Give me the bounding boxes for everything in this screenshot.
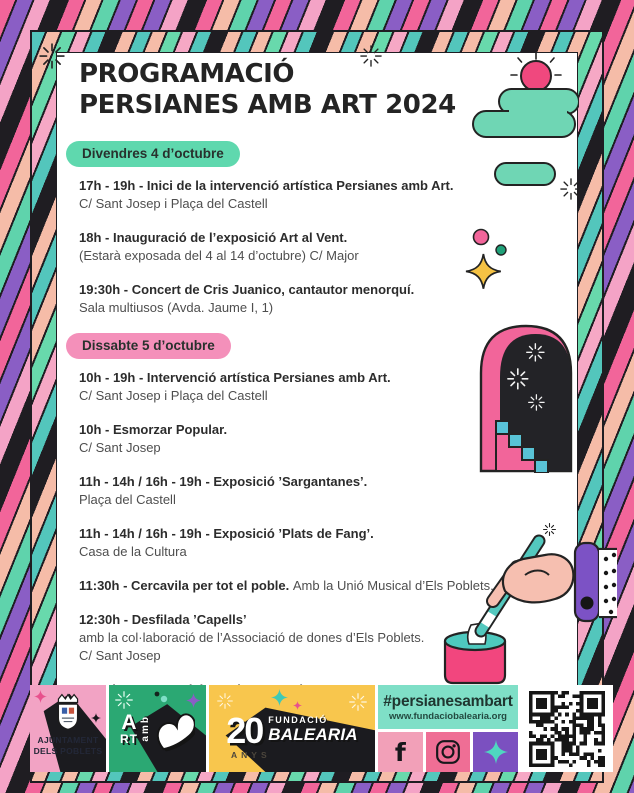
event-item [79,473,541,509]
hashtag-box [378,685,518,729]
heart-b-icon [153,704,195,754]
event-title: 11:30h - Cercavila per tot el poble. Amb la Unió Musical d’Els Poblets. [79,578,494,593]
hashtag: #persianesambart [383,692,513,710]
event-location: Plaça del Castell [79,492,176,507]
event-title: 19:30h - Concert de Cris Juanico, cantautor menorquí. [79,282,415,297]
event-title: 10h - 19h - Intervenció artística Persianes amb Art. [79,370,391,385]
event-location: C/ Sant Josep [79,440,161,455]
footer-right-column [378,685,518,772]
event-item [79,525,541,561]
footer [30,685,613,772]
event-location: Sala multiusos (Avda. Jaume I, 1) [79,300,274,315]
ajuntament-label [34,735,103,756]
balearia-anys: ANYS [231,750,271,760]
facebook-button[interactable] [378,732,423,772]
day-section [79,333,541,717]
sparkle-icon [39,43,65,69]
title-line-2: PERSIANES AMB ART 2024 [79,90,456,120]
sparkle-button[interactable] [473,732,518,772]
instagram-button[interactable] [426,732,471,772]
balearia-fundacio: FUNDACIÓ [268,715,328,726]
program-sections [79,141,541,717]
event-item [79,611,541,665]
facebook-icon: f [394,737,406,767]
art-letters-rt: RT [120,732,138,746]
event-item [79,281,541,317]
day-badge: Divendres 4 d’octubre [66,141,240,167]
ajuntament-line2: DELS POBLETS [33,745,103,756]
balearia-name: BALEARIA [268,725,358,745]
day-badge: Dissabte 5 d’octubre [66,333,231,359]
event-location: C/ Sant Josep i Plaça del Castell [79,196,268,211]
sparkle-star-icon [484,740,508,764]
event-item [79,229,541,265]
event-title: 11h - 14h / 16h - 19h - Exposició ’Sargantanes’. [79,474,368,489]
event-location: amb la col·laboració de l’Associació de dones d’Els Poblets. [79,630,425,645]
event-title: 10h - Esmorzar Popular. [79,422,228,437]
art-amb-logo-panel [109,685,206,772]
ajuntament-logo-panel [30,685,106,772]
qr-code[interactable] [521,685,612,772]
fundacio-balearia-logo-panel [209,685,375,772]
poster-body [56,52,578,705]
event-item [79,369,541,405]
day-section [79,141,541,317]
event-item [79,421,541,457]
ajuntament-crest-icon [50,692,86,732]
event-title: 17h - 19h - Inici de la intervenció artística Persianes amb Art. [79,178,454,193]
event-location: C/ Sant Josep i Plaça del Castell [79,388,268,403]
ajuntament-line1: AJUNTAMENT [37,735,99,745]
art-wordmark [120,712,138,745]
event-title: 11h - 14h / 16h - 19h - Exposició ’Plats de Fang’. [79,526,374,541]
poster-title [79,59,541,121]
event-item [79,577,541,595]
program-column [79,59,541,717]
title-line-1: PROGRAMACIÓ [79,59,295,89]
art-letter-a: A [121,711,137,734]
event-title: 12:30h - Desfilada ’Capells’ [79,612,247,627]
event-note: Amb la Unió Musical d’Els Poblets. [292,578,494,593]
event-location: Casa de la Cultura [79,544,187,559]
balearia-20: 20 [226,709,263,751]
social-row [378,732,518,772]
event-title: 18h - Inauguració de l’exposició Art al Vent. [79,230,348,245]
event-location: (Estarà exposada del 4 al 14 d’octubre) C/ Major [79,248,359,263]
art-amb-vertical: amb [140,715,151,742]
event-item [79,177,541,213]
event-location: C/ Sant Josep [79,648,161,663]
instagram-icon [435,739,461,765]
qr-code-image [529,691,605,767]
website-link[interactable]: www.fundaciobalearia.org [389,710,507,722]
